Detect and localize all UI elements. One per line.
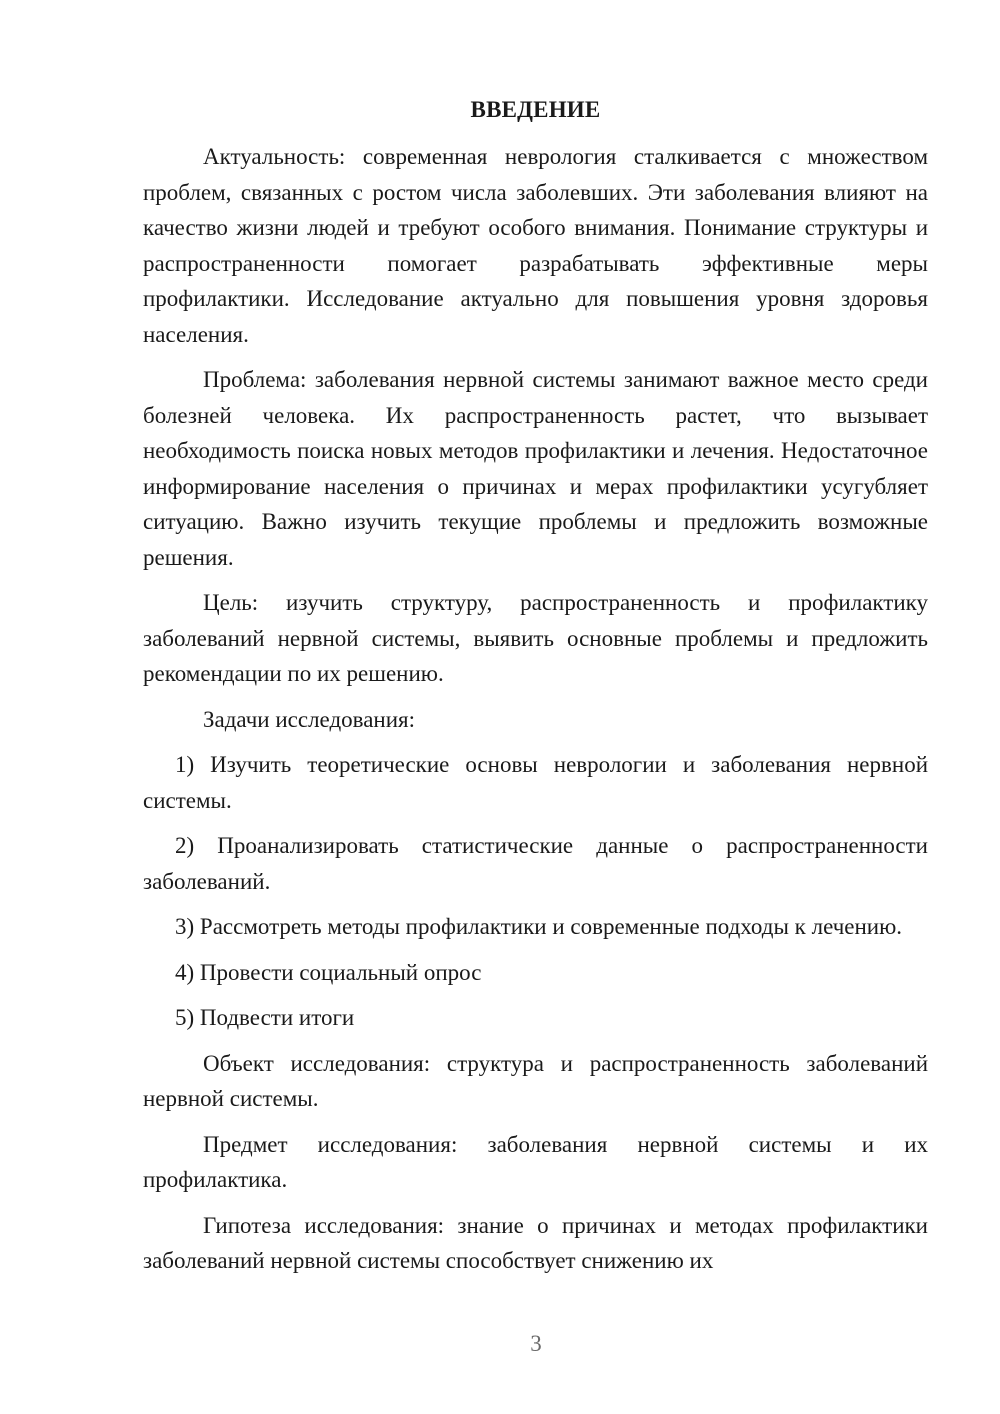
subject-paragraph: Предмет исследования: заболевания нервной системы и их профилактика.: [143, 1131, 928, 1192]
page-body: [143, 92, 928, 1289]
task-item-2: 2) Проанализировать статистические данные о распространенности заболеваний.: [143, 833, 928, 894]
task-item-5: 5) Подвести итоги: [175, 1005, 355, 1030]
page-number: 3: [530, 1331, 542, 1356]
problem-paragraph: Проблема: заболевания нервной системы занимают важное место среди болезней человека. Их распространенность растет, что вызывает необходимость поиска новых методов профилактики и лечения. Недостаточное информирование населения о причинах и мерах профилактики усугубляет ситуацию. Важно изучить текущие проблемы и предложить возможные решения.: [143, 367, 928, 570]
relevance-paragraph: Актуальность: современная неврология сталкивается с множеством проблем, связанных с ростом числа заболевших. Эти заболевания влияют на качество жизни людей и требуют особого внимания. Понимание структуры и распространенности помогает разрабатывать эффективные меры профилактики. Исследование актуально для повышения уровня здоровья населения.: [143, 144, 928, 347]
hypothesis-paragraph: Гипотеза исследования: знание о причинах и методах профилактики заболеваний нервной системы способствует снижению их: [143, 1212, 928, 1273]
task-item-1: 1) Изучить теоретические основы неврологии и заболевания нервной системы.: [143, 752, 928, 813]
task-item-3: 3) Рассмотреть методы профилактики и современные подходы к лечению.: [175, 914, 903, 939]
task-item-4: 4) Провести социальный опрос: [175, 959, 482, 985]
section-title: ВВЕДЕНИЕ: [470, 97, 601, 122]
object-paragraph: Объект исследования: структура и распространенность заболеваний нервной системы.: [143, 1050, 928, 1111]
tasks-heading: Задачи исследования:: [203, 706, 416, 732]
goal-paragraph: Цель: изучить структуру, распространенность и профилактику заболеваний нервной системы, выявить основные проблемы и предложить рекомендации по их решению.: [143, 590, 928, 686]
